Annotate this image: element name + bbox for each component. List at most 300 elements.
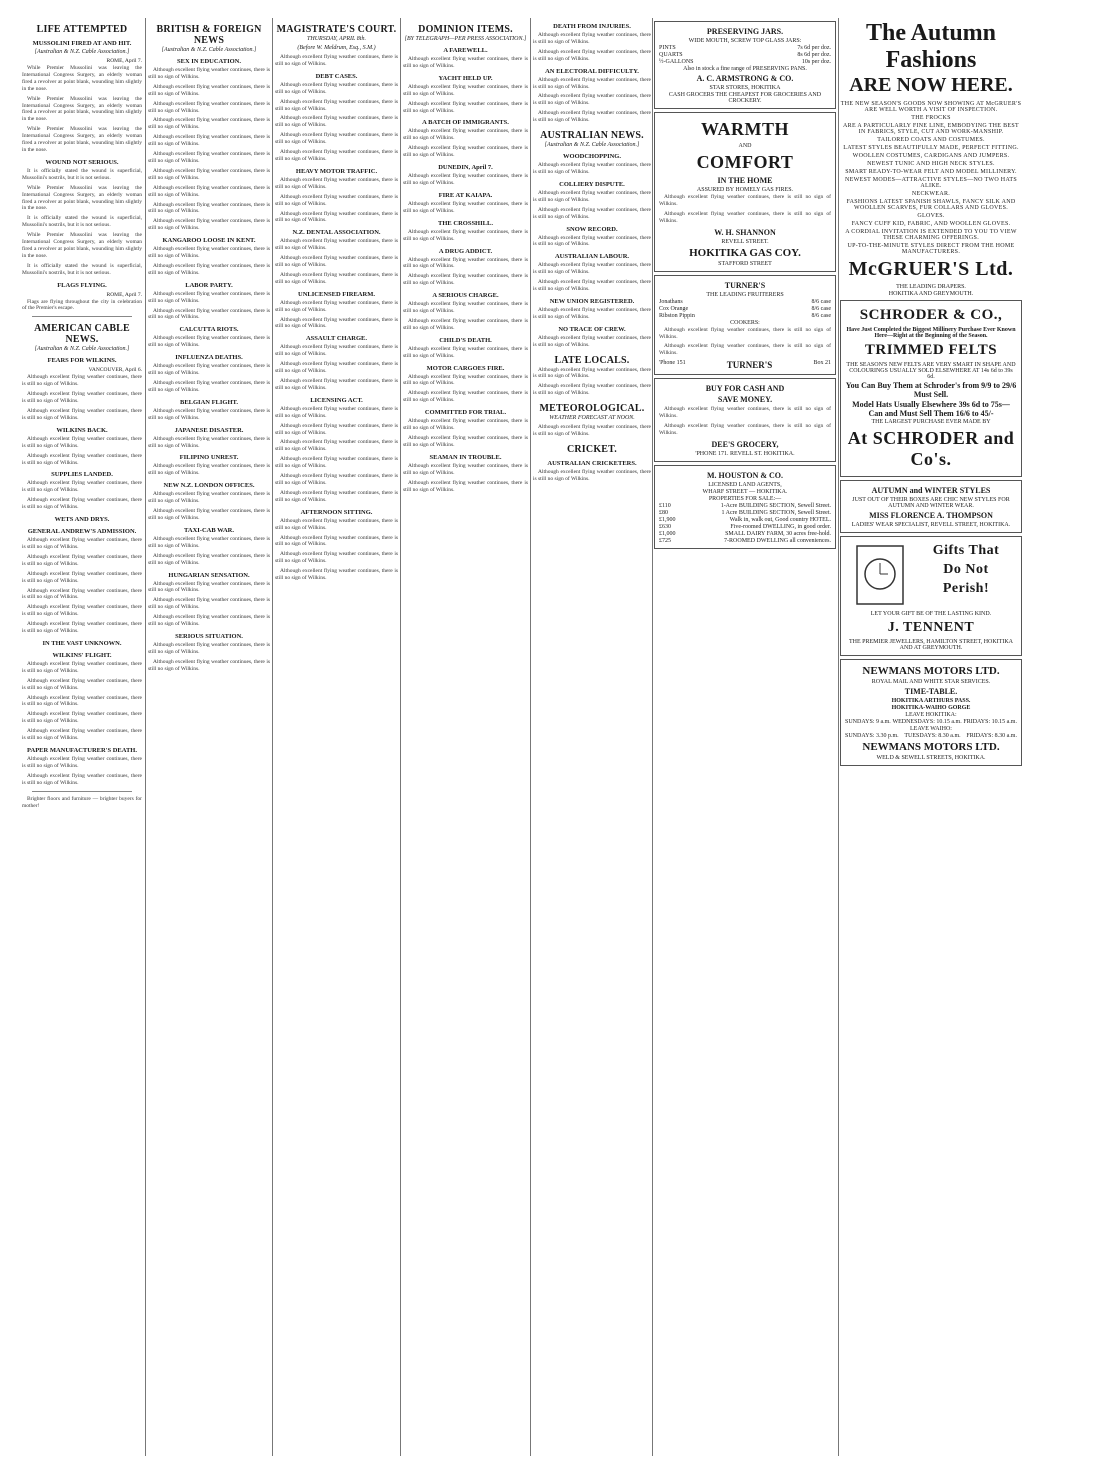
ad-shop-sub: LADIES' WEAR SPECIALIST, REVELL STREET, HOKITIKA. [851,522,1011,528]
headline: BRITISH & FOREIGN NEWS [156,24,262,46]
ad-text: Although excellent flying weather continues, there is still no sign of Wilkins. [659,406,831,420]
subhead: GENERAL ANDREW'S ADMISSION. [27,528,137,536]
price-row-label: Jonathans [659,298,683,305]
subhead: CHILD'S DEATH. [439,336,492,344]
article-text: Although excellent flying weather continues, there is still no sign of Wilkins. [403,56,528,69]
ad-title: Perish! [942,581,990,596]
houston-land-ad [654,465,836,549]
price-row [659,313,831,319]
article-text: Although excellent flying weather continues, there is still no sign of Wilkins. [148,535,270,549]
article-text: Although excellent flying weather continues, there is still no sign of Wilkins. [148,83,270,97]
article-text: Although excellent flying weather continues, there is still no sign of Wilkins. [403,345,528,359]
article-text: Although excellent flying weather continues, there is still no sign of Wilkins. [275,361,398,375]
article-text: Although excellent flying weather continues, there is still no sign of Wilkins. [403,390,528,404]
article-text: Although excellent flying weather continues, there is still no sign of Wilkins. [275,255,398,269]
subhead: SERIOUS SITUATION. [175,632,243,640]
article-text: Although excellent flying weather continues, there is still no sign of Wilkins. [148,597,270,611]
article-text: Although excellent flying weather continues, there is still no sign of Wilkins. [275,456,398,470]
property-row-value: Five-roomed DWELLING, in good order. [730,523,831,530]
subhead: SEAMAN IN TROUBLE. [429,453,502,461]
article-text: Although excellent flying weather continues, there is still no sign of Wilkins. [275,132,398,146]
ad-title: BUY FOR CASH AND [705,384,785,394]
article-text: Although excellent flying weather continues, there is still no sign of Wilkins. [275,405,398,419]
subhead: ASSAULT CHARGE. [305,335,368,343]
subhead: YACHT HELD UP. [438,74,493,82]
clock-illustration [845,540,915,610]
article-text: Although excellent flying weather continues, there is still no sign of Wilkins. [148,262,270,276]
price-list [659,299,831,319]
article-text: Although excellent flying weather continues, there is still no sign of Wilkins. [148,307,270,321]
article-text: Although excellent flying weather continues, there is still no sign of Wilkins. [22,553,142,567]
dees-grocery-ad [654,378,836,462]
property-row-label: £725 [659,537,671,544]
subhead: FLAGS FLYING. [57,281,107,289]
article-text: Although excellent flying weather continues, there is still no sign of Wilkins. [275,98,398,112]
article-text: Although excellent flying weather continues, there is still no sign of Wilkins. [533,334,651,348]
divider [32,791,132,792]
headline: AUSTRALIAN NEWS. [540,130,644,142]
article-text: Although excellent flying weather continues, there is still no sign of Wilkins. [275,238,398,252]
article-text: Although excellent flying weather continues, there is still no sign of Wilkins. [22,677,142,691]
ad-line: ARE A PARTICULARLY FINE LINE, EMBODYING THE BEST IN FABRICS, STYLE, CUT AND WORK-MANSHIP. [843,123,1019,135]
ad-subtitle: ASSURED BY HOMELY GAS FIRES. [696,187,794,193]
article-text: Although excellent flying weather continues, there is still no sign of Wilkins. [533,93,651,107]
subhead: FEARS FOR WILKINS. [47,357,117,365]
subhead: FIRE AT KAIAPA. [438,191,493,199]
ad-conj: AND [738,143,752,149]
subhead: WILKINS BACK. [56,426,108,434]
divider [32,316,132,317]
ad-shop-name: A. C. ARMSTRONG & CO. [696,74,794,83]
ad-title: M. HOUSTON & CO. [706,470,784,480]
ad-line: JUST OUT OF THEIR BOXES ARE CHIC NEW STYLES FOR AUTUMN AND WINTER WEAR. [852,497,1010,509]
article-text: While Premier Mussolini was leaving the International Congress Surgery, an elderly woman fired a revolver at point blank, wounding him slightly in the nose. [22,65,142,92]
article-text: Although excellent flying weather continues, there is still no sign of Wilkins. [148,151,270,164]
article-text: Although excellent flying weather continues, there is still no sign of Wilkins. [148,117,270,131]
ad-shop-sub: ROYAL MAIL AND WHITE STAR SERVICES. [871,679,991,685]
ad-shop-name: W. H. SHANNON [714,227,776,237]
ad-line: THE LARGEST PURCHASE EVER MADE BY [871,419,991,425]
price-row-label: Cox Orange [659,305,689,312]
price-row-value: 8/6 case [811,298,831,305]
forecast-line: WEATHER FORECAST AT NOON. [549,415,635,422]
article-text: Although excellent flying weather continues, there is still no sign of Wilkins. [533,162,651,175]
article-text: Although excellent flying weather continues, there is still no sign of Wilkins. [22,435,142,449]
article-text: Although excellent flying weather continues, there is still no sign of Wilkins. [275,271,398,285]
route-name: HOKITIKA ARTHURS PASS. [891,698,971,704]
property-row [659,524,831,530]
timetable-cell: TUESDAYS: 8.30 a.m. [904,733,961,739]
subhead: SNOW RECORD. [566,225,618,233]
article-text: Although excellent flying weather continues, there is still no sign of Wilkins. [403,83,528,97]
price-row-label: ½-GALLONS [659,59,694,65]
headline: CRICKET. [566,444,618,455]
article-text: Although excellent flying weather continues, there is still no sign of Wilkins. [403,273,528,287]
article-text: Although excellent flying weather continues, there is still no sign of Wilkins. [148,435,270,449]
article-text: Although excellent flying weather continues, there is still no sign of Wilkins. [22,570,142,584]
article-text: Although excellent flying weather continues, there is still no sign of Wilkins. [275,551,398,565]
article-text: Although excellent flying weather continues, there is still no sign of Wilkins. [403,128,528,142]
price-row-label: PINTS [659,45,676,51]
ad-line: GLOVES. [917,213,945,219]
article-text: Although excellent flying weather continues, there is still no sign of Wilkins. [22,604,142,618]
property-list [659,503,831,544]
subhead: FILIPINO UNREST. [179,454,239,462]
price-row-value: 8/6 case [811,312,831,319]
props-head: PROPERTIES FOR SALE:— [708,495,782,502]
ad-shop-name: At SCHRODER and Co's. [847,428,1015,469]
column-rule [652,18,653,1456]
price-row [659,299,831,305]
article-text: Although excellent flying weather continues, there is still no sign of Wilkins. [275,176,398,190]
column-rule [272,18,273,1456]
ad-subtitle: LICENSED LAND AGENTS, [708,481,782,488]
article-text: Although excellent flying weather continues, there is still no sign of Wilkins. [533,366,651,380]
article-text: Although excellent flying weather continues, there is still no sign of Wilkins. [275,299,398,313]
ad-title: COMFORT [696,152,794,172]
article-text: Although excellent flying weather continues, there is still no sign of Wilkins. [533,32,651,45]
ad-line: Model Hats Usually Elsewhere 39s 6d to 75s—Can and Must Sell Them 16/6 to 45/- [852,400,1010,418]
article-text: Although excellent flying weather continues, there is still no sign of Wilkins. [275,473,398,486]
ad-title: TRIMMED FELTS [864,342,998,358]
article-text: Although excellent flying weather continues, there is still no sign of Wilkins. [148,380,270,393]
article-text: Although excellent flying weather continues, there is still no sign of Wilkins. [275,210,398,224]
subhead: NO TRACE OF CREW. [558,325,626,333]
ad-lines [840,101,1022,255]
ad-line: NECKWEAR. [911,191,951,197]
article-text: Although excellent flying weather continues, there is still no sign of Wilkins. [22,374,142,388]
column-rule [530,18,531,1456]
article-text: Although excellent flying weather continues, there is still no sign of Wilkins. [533,469,651,482]
price-row-value: 8/6 case [811,305,831,312]
column-6 [654,18,836,1456]
article-text: Although excellent flying weather continues, there is still no sign of Wilkins. [533,189,651,203]
ad-title: TURNER'S [724,280,766,290]
subhead: A BATCH OF IMMIGRANTS. [422,119,509,127]
property-row [659,517,831,523]
ad-shop-sub: THE LEADING DRAPERS. [896,284,966,290]
article-text: Although excellent flying weather continues, there is still no sign of Wilkins. [533,383,651,397]
ad-shop-name: J. TENNENT [887,620,975,635]
subhead: COMMITTED FOR TRIAL. [424,409,507,417]
article-text: Although excellent flying weather continues, there is still no sign of Wilkins. [403,145,528,159]
article-text: Although excellent flying weather continues, there is still no sign of Wilkins. [403,100,528,114]
subhead: HEAVY MOTOR TRAFFIC. [295,167,378,175]
ad-shop-name: McGRUER'S Ltd. [848,258,1014,280]
preserving-jars-ad [654,21,836,109]
ad-shop-name: MISS FLORENCE A. THOMPSON [869,511,993,520]
turners-ad [654,275,836,376]
route-name: HOKITIKA-WAIHO GORGE [891,705,971,711]
subhead: A SERIOUS CHARGE. [432,292,499,300]
article-text: Although excellent flying weather continues, there is still no sign of Wilkins. [403,173,528,186]
ad-shop-name: SCHRODER & CO., [859,307,1003,323]
column-4 [403,18,528,1456]
article-text: Although excellent flying weather continues, there is still no sign of Wilkins. [22,480,142,494]
property-row-label: £80 [659,509,668,516]
ad-footer [659,360,831,370]
article-text: Although excellent flying weather continues, there is still no sign of Wilkins. [275,517,398,531]
phone-number: 'Phone 151 [659,360,686,367]
price-row-value: 10s per doz. [801,59,831,65]
ad-line: LATEST STYLES BEAUTIFULLY MADE, PERFECT FITTING. [843,145,1019,151]
article-text: Although excellent flying weather continues, there is still no sign of Wilkins. [148,201,270,215]
ad-title: Gifts That [932,543,1000,558]
ad-title: WARMTH [701,119,789,139]
article-text: While Premier Mussolini was leaving the International Congress Surgery, an elderly woman fired a revolver at point blank, wounding him slightly in the nose. [22,95,142,123]
ad-subtitle: WIDE MOUTH, SCREW TOP GLASS JARS: [688,38,802,44]
magistrate-line: (Before W. Meldrum, Esq., S.M.) [297,45,376,51]
article-text: Although excellent flying weather continues, there is still no sign of Wilkins. [148,552,270,566]
column-rule [838,18,839,1456]
ad-shop-name: HOKITIKA GAS COY. [689,246,801,259]
ad-title: AUTUMN and WINTER STYLES [871,486,991,495]
property-row-label: £630 [659,523,671,530]
source-line: [BY TELEGRAPH—PER PRESS ASSOCIATION.] [404,36,527,42]
schroder-ad [840,300,1022,477]
price-row-value: 8s 6d per doz. [797,52,831,58]
subhead: PAPER MANUFACTURER'S DEATH. [27,747,137,754]
headline: MAGISTRATE'S COURT. [276,24,397,35]
price-row [659,45,831,51]
ad-shop-sub: WELD & SEWELL STREETS, HOKITIKA. [876,755,986,761]
property-row-value: 7-ROOMED DWELLING all conveniences. [724,537,831,544]
subhead: WETS AND DRYS. [54,516,110,524]
timetable-cell: FRIDAYS: 8.30 a.m. [966,733,1017,739]
ad-shop-sub: STAFFORD STREET [718,260,772,267]
article-text: Although excellent flying weather continues, there is still no sign of Wilkins. [533,279,651,293]
column-2 [148,18,270,1456]
ad-text: Although excellent flying weather continues, there is still no sign of Wilkins. [659,194,831,207]
subhead: WOUND NOT SERIOUS. [45,158,119,166]
article-text: Although excellent flying weather continues, there is still no sign of Wilkins. [148,363,270,377]
article-text: Although excellent flying weather continues, there is still no sign of Wilkins. [22,711,142,725]
article-text: Although excellent flying weather continues, there is still no sign of Wilkins. [275,489,398,503]
article-text: Although excellent flying weather continues, there is still no sign of Wilkins. [275,193,398,207]
subhead: AN ELECTORAL DIFFICULTY. [545,67,639,75]
dateline: ROME, April 7. [106,58,142,64]
article-text: Although excellent flying weather continues, there is still no sign of Wilkins. [533,48,651,62]
property-row [659,510,831,516]
ad-subtitle: THE LEADING FRUITERERS [706,291,784,298]
ad-line: Have Just Completed the Biggest Millinery Purchase Ever Known Here—Right at the Beginning of the Season. [846,327,1016,339]
subhead: DUNEDIN, April 7. [438,164,493,172]
ad-line: FANCY CUFF KID, FABRIC, AND WOOLLEN GLOVES. [851,221,1011,227]
subhead: MOTOR CARGOES FIRE. [426,364,505,372]
article-text: Although excellent flying weather continues, there is still no sign of Wilkins. [148,335,270,349]
ad-line: TAILORED COATS AND COSTUMES. [877,137,985,143]
ad-title: SAVE MONEY. [717,395,773,405]
source-line: [Australian & N.Z. Cable Association.] [161,47,257,53]
ad-text: Although excellent flying weather continues, there is still no sign of Wilkins. [659,343,831,357]
subhead: AUSTRALIAN CRICKETERS. [547,460,637,467]
subhead: N.Z. DENTAL ASSOCIATION. [292,229,381,237]
article-text: Although excellent flying weather continues, there is still no sign of Wilkins. [22,391,142,405]
timetable-cell: SUNDAYS: 3.30 p.m. [845,733,899,739]
ad-line: THE NEW SEASON'S GOODS NOW SHOWING AT McGRUER'S ARE WELL WORTH A VISIT OF INSPECTION. [840,101,1022,113]
box-number: Box 21 [813,360,831,367]
property-row-value: 1-Acre BUILDING SECTION, Sewell Street. [720,502,831,509]
headline: AMERICAN CABLE NEWS. [34,323,130,346]
price-row [659,306,831,312]
article-text: Although excellent flying weather continues, there is still no sign of Wilkins. [22,694,142,708]
advert-text: Brighter floors and furniture — brighter buyers for mother! [22,795,142,809]
subhead: DEATH FROM INJURIES. [553,23,631,30]
subhead: KANGAROO LOOSE IN KENT. [162,237,256,245]
column-rule [400,18,401,1456]
price-row [659,59,831,65]
ad-line: UP-TO-THE-MINUTE STYLES DIRECT FROM THE HOME MANUFACTURERS. [847,243,1015,255]
gas-fires-ad [654,112,836,272]
ad-title: The Autumn Fashions [865,20,997,73]
article-text: Although excellent flying weather continues, there is still no sign of Wilkins. [22,537,142,550]
newmans-ad [840,659,1022,766]
subhead: A FAREWELL. [443,47,488,54]
property-row-value: 1 Acre BUILDING SECTION, Sewell Street. [721,509,831,516]
article-text: Although excellent flying weather continues, there is still no sign of Wilkins. [148,167,270,181]
article-text: Although excellent flying weather continues, there is still no sign of Wilkins. [403,301,528,315]
article-text: It is officially stated the wound is superficial, Mussolini's nostrils, but it is not serious. [22,215,142,229]
article-text: Although excellent flying weather continues, there is still no sign of Wilkins. [22,452,142,466]
source-line: [Australian & N.Z. Cable Association.] [544,142,640,149]
price-list [659,45,831,65]
ad-shop-name: NEWMANS MOTORS LTD. [862,665,1000,677]
article-text: Although excellent flying weather continues, there is still no sign of Wilkins. [148,407,270,421]
date-line: THURSDAY, APRIL 8th. [307,36,366,42]
article-text: Although excellent flying weather continues, there is still no sign of Wilkins. [148,134,270,148]
article-text: Although excellent flying weather continues, there is still no sign of Wilkins. [275,81,398,95]
thompson-ad [840,480,1022,533]
article-text: Although excellent flying weather continues, there is still no sign of Wilkins. [275,149,398,162]
article-text: While Premier Mussolini was leaving the International Congress Surgery, an elderly woman fired a revolver at point blank, wounding him slightly in the nose. [22,126,142,153]
subhead: THE CROSSHILL. [438,219,493,227]
article-text: Although excellent flying weather continues, there is still no sign of Wilkins. [148,67,270,80]
ad-tagline: CASH GROCERS THE CHEAPEST FOR GROCERIES AND CROCKERY. [668,92,822,104]
article-text: Although excellent flying weather continues, there is still no sign of Wilkins. [22,756,142,769]
price-row-label: Ribston Pippin [659,312,695,319]
article-text: It is officially stated the wound is superficial, Mussolini's nostrils, but it is not serious. [22,262,142,276]
headline: LIFE ATTEMPTED [36,24,128,35]
ad-line: WOOLLEN COSTUMES, CARDIGANS AND JUMPERS. [852,153,1010,159]
property-row [659,503,831,509]
article-text: Although excellent flying weather continues, there is still no sign of Wilkins. [148,614,270,628]
subhead: MUSSOLINI FIRED AT AND HIT. [32,40,132,47]
ad-text: Although excellent flying weather continues, there is still no sign of Wilkins. [659,210,831,224]
article-text: Although excellent flying weather continues, there is still no sign of Wilkins. [148,100,270,114]
article-text: Although excellent flying weather continues, there is still no sign of Wilkins. [533,206,651,220]
article-text: Although excellent flying weather continues, there is still no sign of Wilkins. [403,418,528,432]
subhead: DEBT CASES. [315,72,358,80]
gifts-text [915,540,1017,610]
article-text: Although excellent flying weather continues, there is still no sign of Wilkins. [275,316,398,330]
article-text: Flags are flying throughout the city in celebration of the Premier's escape. [22,298,142,312]
tennent-ad [840,536,1022,656]
property-row [659,531,831,537]
headline: DOMINION ITEMS. [418,24,513,35]
article-text: Although excellent flying weather continues, there is still no sign of Wilkins. [275,439,398,453]
subhead: SUPPLIES LANDED. [51,471,113,479]
article-text: Although excellent flying weather continues, there is still no sign of Wilkins. [533,234,651,248]
price-row-label: QUARTS [659,52,683,58]
subhead: AFTERNOON SITTING. [300,508,373,516]
ad-shop-sub: 'PHONE 171. REVELL ST. HOKITIKA. [695,450,795,457]
price-head: COOKERS: [730,319,760,326]
article-text: Although excellent flying weather continues, there is still no sign of Wilkins. [403,373,528,387]
article-text: Although excellent flying weather continues, there is still no sign of Wilkins. [533,424,651,438]
subhead: LABOR PARTY. [185,281,233,289]
timetable-cell: WEDNESDAYS: 10.15 a.m. [892,719,962,725]
ad-text: Although excellent flying weather continues, there is still no sign of Wilkins. [659,326,831,340]
gifts-header [845,540,1017,610]
article-text: Although excellent flying weather continues, there is still no sign of Wilkins. [533,110,651,124]
article-text: Although excellent flying weather continues, there is still no sign of Wilkins. [533,262,651,276]
article-text: Although excellent flying weather continues, there is still no sign of Wilkins. [275,54,398,67]
column-7 [840,18,1022,1456]
source-line: [Australian & N.Z. Cable Association.] [34,346,130,353]
price-row [659,52,831,58]
subhead: COLLIERY DISPUTE. [559,180,625,188]
article-text: It is officially stated the wound is superficial, Mussolini's nostrils, but it is not serious. [22,167,142,181]
ad-line: THE FROCKS [911,115,951,121]
subhead: WOODCHOPPING. [563,153,621,161]
article-text: Although excellent flying weather continues, there is still no sign of Wilkins. [275,534,398,548]
article-text: Although excellent flying weather continues, there is still no sign of Wilkins. [22,728,142,742]
article-text: Although excellent flying weather continues, there is still no sign of Wilkins. [533,306,651,320]
timetable-row [845,733,1017,739]
article-text: Although excellent flying weather continues, there is still no sign of Wilkins. [22,660,142,674]
article-text: Although excellent flying weather continues, there is still no sign of Wilkins. [403,200,528,214]
subhead: JAPANESE DISASTER. [174,426,244,434]
subhead: TAXI-CAB WAR. [184,526,234,534]
ad-title: IN THE HOME [717,176,773,185]
dateline: VANCOUVER, April 6. [88,367,142,374]
ad-shop-sub: STAR STORES, HOKITIKA [709,85,781,91]
column-rule [145,18,146,1456]
article-text: Although excellent flying weather continues, there is still no sign of Wilkins. [403,256,528,270]
subhead: HUNGARIAN SENSATION. [168,571,250,579]
ad-shop-sub: REVELL STREET. [721,238,769,245]
ad-line: FASHIONS LATEST SPANISH SHAWLS, FANCY SILK AND WOOLLEN SCARVES, FUR COLLARS AND GLOVES. [846,199,1016,211]
article-text: While Premier Mussolini was leaving the International Congress Surgery, an elderly woman fired a revolver at point blank, wounding him slightly in the nose. [22,184,142,212]
article-text: Although excellent flying weather continues, there is still no sign of Wilkins. [148,491,270,505]
subhead: A DRUG ADDICT. [438,247,493,255]
column-1 [22,18,142,1456]
article-text: Although excellent flying weather continues, there is still no sign of Wilkins. [148,246,270,260]
subhead: CALCUTTA RIOTS. [179,326,239,334]
subhead: WILKINS' FLIGHT. [52,651,112,659]
headline: METEOROLOGICAL. [539,403,645,415]
subhead: SEX IN EDUCATION. [177,58,241,65]
ad-line: THE SEASON'S NEW FELTS ARE VERY SMART IN SHAPE AND COLOURINGS USUALLY SOLD ELSEWHERE AT 14s 6d to 39s 6d. [846,362,1016,380]
article-text: Although excellent flying weather continues, there is still no sign of Wilkins. [148,508,270,521]
ad-line: NEWEST MODES—ATTRACTIVE STYLES—NO TWO HATS ALIKE. [844,177,1018,189]
property-row-value: SMALL DAIRY FARM, 30 acres free-hold. [725,530,831,537]
article-text: Although excellent flying weather continues, there is still no sign of Wilkins. [533,76,651,90]
ad-line: NEWEST TUNIC AND HIGH NECK STYLES. [867,161,995,167]
property-row-label: £1,000 [659,530,676,537]
subhead: AUSTRALIAN LABOUR. [554,253,630,261]
leave-head: LEAVE HOKITIKA: [905,712,957,718]
article-text: Although excellent flying weather continues, there is still no sign of Wilkins. [148,218,270,232]
property-row-value: Walk in, walk out, Good country HOTEL. [729,516,831,523]
leave-head: LEAVE WAIHO: [910,726,952,732]
article-text: Although excellent flying weather continues, there is still no sign of Wilkins. [275,378,398,391]
property-row [659,538,831,544]
ad-shop-sub: HOKITIKA AND GREYMOUTH. [888,291,974,297]
article-text: Although excellent flying weather continues, there is still no sign of Wilkins. [275,344,398,358]
article-text: Although excellent flying weather continues, there is still no sign of Wilkins. [403,462,528,476]
ad-title: TIME-TABLE. [904,687,958,696]
